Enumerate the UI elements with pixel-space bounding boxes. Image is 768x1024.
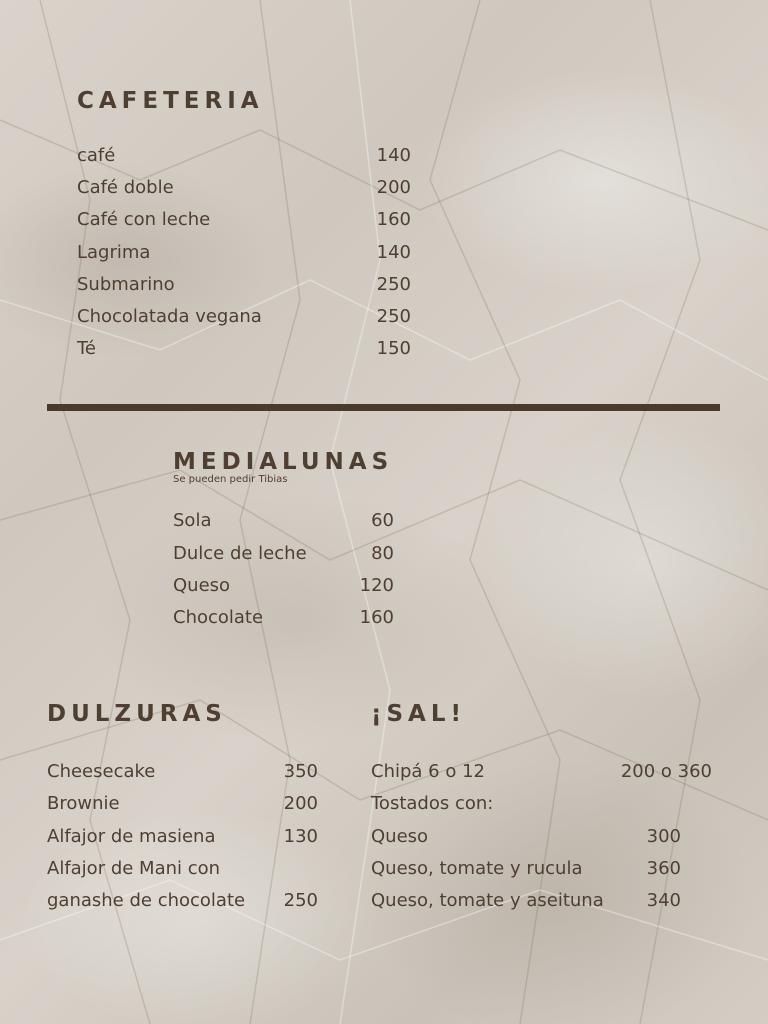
item-price: 350	[283, 761, 318, 782]
item-name: Tostados con:	[371, 793, 494, 814]
item-name: Cheesecake	[47, 761, 156, 782]
list-item	[173, 542, 394, 566]
list-item	[173, 574, 394, 598]
list-item	[371, 792, 712, 816]
item-price: 250	[283, 890, 318, 911]
item-price: 200	[376, 177, 411, 198]
item-price: 340	[646, 890, 681, 911]
item-price: 80	[371, 543, 394, 564]
list-item	[371, 889, 681, 913]
dulzuras-title: DULZURAS	[47, 701, 227, 727]
item-name: Lagrima	[77, 242, 151, 263]
item-price: 360	[646, 858, 681, 879]
item-price: 140	[376, 242, 411, 263]
list-item	[77, 273, 411, 297]
item-name: ganashe de chocolate	[47, 890, 246, 911]
item-name: Sola	[173, 510, 212, 531]
sal-title: ¡SAL!	[371, 701, 466, 727]
item-price: 130	[283, 826, 318, 847]
list-item	[77, 241, 411, 265]
item-name: Alfajor de Mani con	[47, 858, 221, 879]
section-divider	[47, 404, 720, 411]
item-name: Chocolatada vegana	[77, 306, 262, 327]
item-price: 200	[283, 793, 318, 814]
list-item	[371, 825, 681, 849]
item-name: Café con leche	[77, 209, 211, 230]
item-price: 250	[376, 274, 411, 295]
item-price: 160	[376, 209, 411, 230]
item-name: Submarino	[77, 274, 175, 295]
list-item	[77, 305, 411, 329]
list-item	[47, 857, 318, 881]
item-price: 60	[371, 510, 394, 531]
item-price: 120	[359, 575, 394, 596]
list-item	[77, 337, 411, 361]
item-price: 140	[376, 145, 411, 166]
item-price: 160	[359, 607, 394, 628]
list-item	[371, 857, 681, 881]
item-price: 200 o 360	[620, 761, 712, 782]
medialunas-subtitle: Se pueden pedir Tibias	[173, 474, 288, 485]
item-name: Té	[77, 338, 97, 359]
cafeteria-title: CAFETERIA	[77, 88, 264, 114]
item-name: Café doble	[77, 177, 174, 198]
item-price: 250	[376, 306, 411, 327]
list-item	[47, 760, 318, 784]
list-item	[173, 606, 394, 630]
item-price: 150	[376, 338, 411, 359]
list-item	[47, 825, 318, 849]
item-name: Queso, tomate y aseituna	[371, 890, 604, 911]
item-name: Alfajor de masiena	[47, 826, 216, 847]
item-name: Queso, tomate y rucula	[371, 858, 583, 879]
list-item	[173, 509, 394, 533]
item-name: Queso	[173, 575, 231, 596]
item-name: café	[77, 145, 116, 166]
list-item	[77, 144, 411, 168]
item-price: 300	[646, 826, 681, 847]
item-name: Dulce de leche	[173, 543, 307, 564]
list-item	[47, 792, 318, 816]
list-item	[47, 889, 318, 913]
item-name: Chocolate	[173, 607, 264, 628]
list-item	[77, 208, 411, 232]
list-item	[77, 176, 411, 200]
item-name: Chipá 6 o 12	[371, 761, 485, 782]
medialunas-title: MEDIALUNAS	[173, 449, 394, 475]
item-name: Queso	[371, 826, 429, 847]
item-name: Brownie	[47, 793, 120, 814]
list-item	[371, 760, 712, 784]
